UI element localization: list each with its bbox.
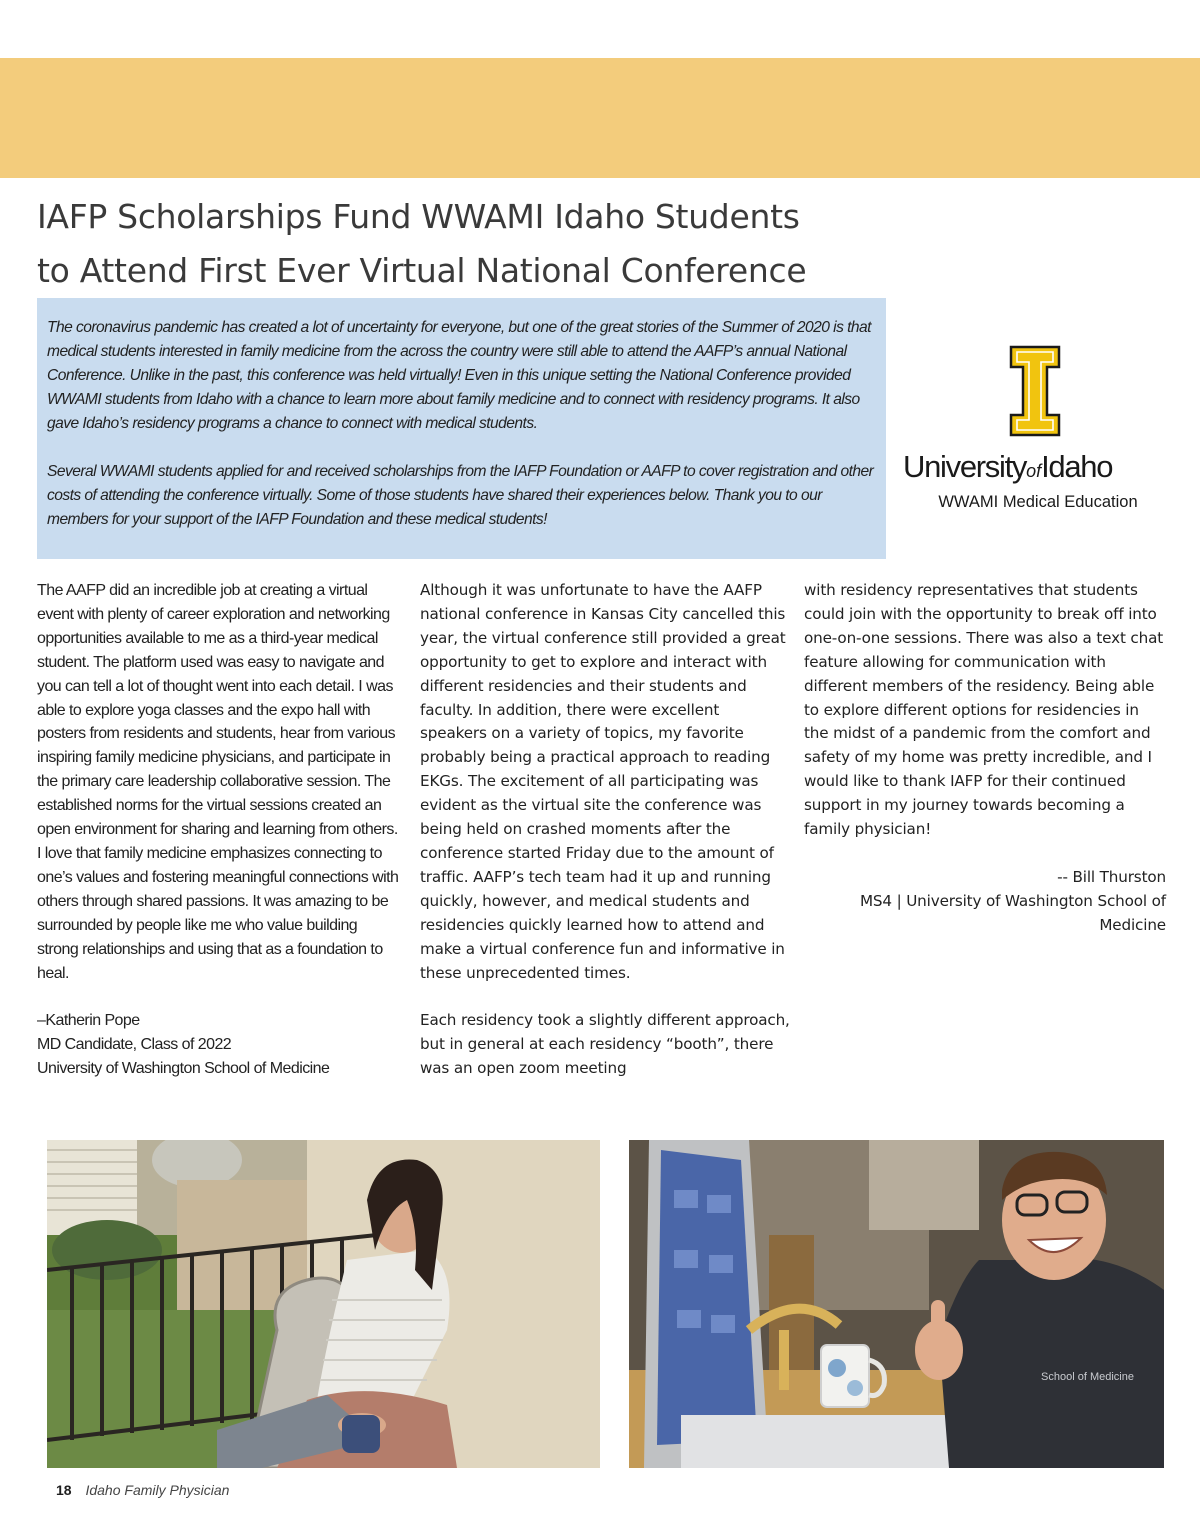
col1-signature-role: MD Candidate, Class of 2022 — [37, 1036, 232, 1054]
col2-paragraph-2: Each residency took a slightly different approach, but in general at each residency “booth”, there was an open zoom meeting — [420, 1011, 790, 1078]
magazine-name: Idaho Family Physician — [85, 1482, 230, 1498]
col1-body: The AAFP did an incredible job at creating a virtual event with plenty of career exploration and networking opportunities available to me as a third-year medical student. The platform used was easy to navigate and you can tell a lot of thought went into each detail. I was able to explore yoga classes and the expo hall with posters from residents and students, hear from various inspiring family medicine physicians, and participate in the primary care leadership collaborative session. The established norms for the virtual sessions created an open environment for sharing and learning from others. I love that family medicine emphasizes connecting to one’s values and fostering meaningful connections with others through shared passions. It was amazing to be surrounded by people like me who value building strong relationships and using that as a foundation to heal. — [37, 582, 399, 982]
title-line-1: IAFP Scholarships Fund WWAMI Idaho Students — [37, 197, 800, 236]
intro-box — [37, 298, 886, 559]
col3-body: with residency representatives that students could join with the opportunity to break off into one-on-one sessions. There was also a text chat feature allowing for communication with different members of the residency. Being able to explore different options for residencies in the midst of a pandemic from the comfort and safety of my home was pretty incredible, and I would like to thank IAFP for their continued support in my journey towards becoming a family physician! — [804, 581, 1164, 839]
intro-paragraph-1: The coronavirus pandemic has created a lot of uncertainty for everyone, but one of the great stories of the Summer of 2020 is that medical students interested in family medicine from the across the country were still able to attend the AAFP’s annual National Conference. Unlike in the past, this conference was held virtually! Even in this unique setting the National Conference provided WWAMI students from Idaho with a chance to learn more about family medicine and to connect with residency programs. It also gave Idaho’s residency programs a chance to connect with medical students. — [47, 319, 871, 432]
logo-wordmark — [903, 449, 1167, 485]
col1-signature-school: University of Washington School of Medicine — [37, 1060, 330, 1078]
logo-subtitle: WWAMI Medical Education — [938, 493, 1138, 511]
article-title — [37, 190, 897, 298]
logo-word-university: University — [903, 449, 1027, 484]
page-number: 18 — [56, 1482, 72, 1498]
top-color-band — [0, 58, 1200, 178]
column-1 — [37, 579, 399, 1081]
idaho-i-icon — [1009, 345, 1061, 437]
col3-signature-name: -- Bill Thurston — [1057, 867, 1166, 886]
title-line-2: to Attend First Ever Virtual National Conference — [37, 251, 807, 290]
photo-student-balcony — [47, 1140, 600, 1468]
col1-signature-name: –Katherin Pope — [37, 1012, 140, 1030]
logo-word-of: of — [1026, 461, 1042, 481]
page-footer — [56, 1482, 229, 1498]
hoodie-print: School of Medicine — [1041, 1371, 1134, 1383]
col3-signature-role: MS4 | University of Washington School of Medicine — [859, 891, 1166, 934]
column-3 — [804, 579, 1166, 938]
photo-student-desk — [629, 1140, 1164, 1468]
col2-paragraph-1: Although it was unfortunate to have the AAFP national conference in Kansas City cancelled this year, the virtual conference still provided a great opportunity to get to explore and interact with different residencies and their students and faculty. In addition, there were excellent speakers on a variety of topics, my favorite probably being a practical approach to reading EKGs. The excitement of all participating was evident as the virtual site the conference was being held on crashed moments after the conference started Friday due to the amount of traffic. AAFP’s tech team had it up and running quickly, however, and medical students and residencies quickly learned how to attend and make a virtual conference fun and informative in these unprecedented times. — [420, 581, 786, 982]
logo-word-idaho: Idaho — [1041, 449, 1113, 484]
university-of-idaho-logo — [900, 345, 1170, 520]
intro-paragraph-2: Several WWAMI students applied for and received scholarships from the IAFP Foundation or AAFP to cover registration and other costs of attending the conference virtually. Some of those students have shared their experiences below. Thank you to our members for your support of the IAFP Foundation and these medical students! — [47, 463, 874, 528]
column-2 — [420, 579, 790, 1081]
